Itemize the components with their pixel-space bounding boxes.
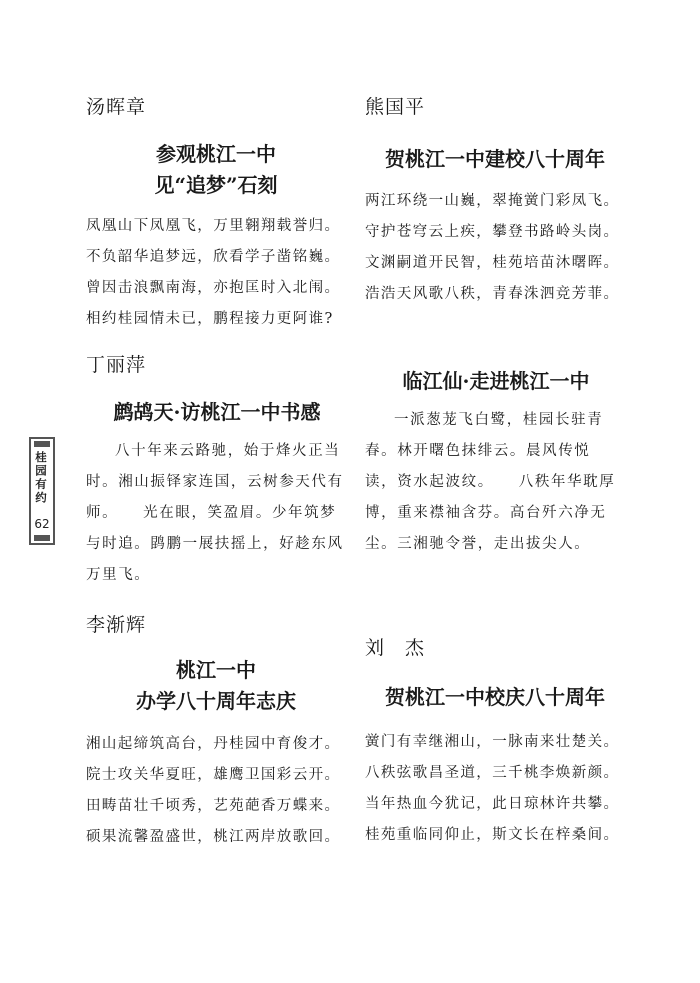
poem-lines bbox=[365, 727, 625, 851]
poem-line: 凤凰山下凤凰飞，万里翱翔载誉归。 bbox=[86, 218, 341, 234]
poem-line: 文渊嗣道开民智，桂苑培苗沐曙晖。 bbox=[365, 255, 620, 271]
page-number: 62 bbox=[34, 517, 50, 531]
poem-author: 李渐辉 bbox=[86, 614, 147, 636]
poem-author: 汤晖章 bbox=[86, 96, 147, 118]
poem-line: 八秩弦歌昌圣道，三千桃李焕新颜。 bbox=[365, 765, 620, 781]
poem-2 bbox=[365, 92, 625, 310]
poem-lines bbox=[86, 729, 346, 853]
poem-title: 贺桃江一中校庆八十周年 bbox=[385, 685, 605, 709]
poem-lines bbox=[86, 211, 346, 335]
poem-body bbox=[365, 405, 621, 560]
poem-line: 浩浩天风歌八秩，青春洙泗竞芳菲。 bbox=[365, 286, 620, 302]
section-tab-title: 桂园有约 bbox=[34, 451, 48, 505]
section-tab bbox=[29, 437, 55, 545]
poem-4 bbox=[365, 366, 627, 560]
poem-lines bbox=[365, 186, 625, 310]
poem-line: 桂苑重临同仰止，斯文长在梓桑间。 bbox=[365, 827, 620, 843]
poem-line: 不负韶华追梦远，欣看学子凿铭巍。 bbox=[86, 249, 341, 265]
poem-title-line: 见“追梦”石刻 bbox=[154, 173, 278, 197]
poem-line: 当年热血今犹记，此日琼林许共攀。 bbox=[365, 796, 620, 812]
poem-line: 院士攻关华夏旺，雄鹰卫国彩云开。 bbox=[86, 767, 341, 783]
poem-title-line: 办学八十周年志庆 bbox=[136, 689, 296, 713]
poem-title: 临江仙·走进桃江一中 bbox=[402, 369, 590, 393]
poem-1 bbox=[86, 92, 346, 335]
poem-title bbox=[86, 139, 346, 201]
poem-line: 守护苍穹云上疾，攀登书路岭头岗。 bbox=[365, 224, 620, 240]
poem-line: 黉门有幸继湘山，一脉南来壮楚关。 bbox=[365, 734, 620, 750]
poem-title: 贺桃江一中建校八十周年 bbox=[385, 147, 605, 171]
poem-line: 田畴苗壮千顷秀，艺苑葩香万蝶来。 bbox=[86, 798, 341, 814]
poem-line: 两江环绕一山巍，翠掩黉门彩凤飞。 bbox=[365, 193, 620, 209]
poem-author: 丁丽萍 bbox=[86, 354, 147, 376]
poem-author: 熊国平 bbox=[365, 96, 426, 118]
poem-line: 曾因击浪飘南海，亦抱匡时入北闱。 bbox=[86, 280, 341, 296]
poem-3 bbox=[86, 350, 348, 591]
poem-body bbox=[86, 436, 344, 591]
poem-title bbox=[86, 655, 346, 717]
poem-paragraph: 一派葱茏飞白鹭，桂园长驻青春。林开曙色抹绯云。晨风传悦读，资水起波纹。 八秩年华耽厚博，重来襟袖含芬。高台歼六净无尘。三湘驰令誉，走出拔尖人。 bbox=[365, 412, 616, 552]
poem-line: 湘山起缔筑高台，丹桂园中育俊才。 bbox=[86, 736, 341, 752]
poem-6 bbox=[365, 633, 625, 851]
poem-line: 相约桂园情未已，鹏程接力更阿谁? bbox=[86, 311, 334, 327]
poem-5 bbox=[86, 610, 346, 853]
poem-title-line: 参观桃江一中 bbox=[156, 142, 276, 166]
poem-paragraph: 八十年来云路驰，始于烽火正当时。湘山振铎家连国，云树参天代有师。 光在眼，笑盈眉。少年筑梦与时追。鹍鹏一展扶摇上，好趁东风万里飞。 bbox=[86, 443, 344, 583]
poem-author: 刘 杰 bbox=[365, 637, 426, 659]
poem-title: 鹧鸪天·访桃江一中书感 bbox=[113, 400, 321, 424]
poem-title-line: 桃江一中 bbox=[176, 658, 256, 682]
poem-line: 硕果流馨盈盛世，桃江两岸放歌回。 bbox=[86, 829, 341, 845]
